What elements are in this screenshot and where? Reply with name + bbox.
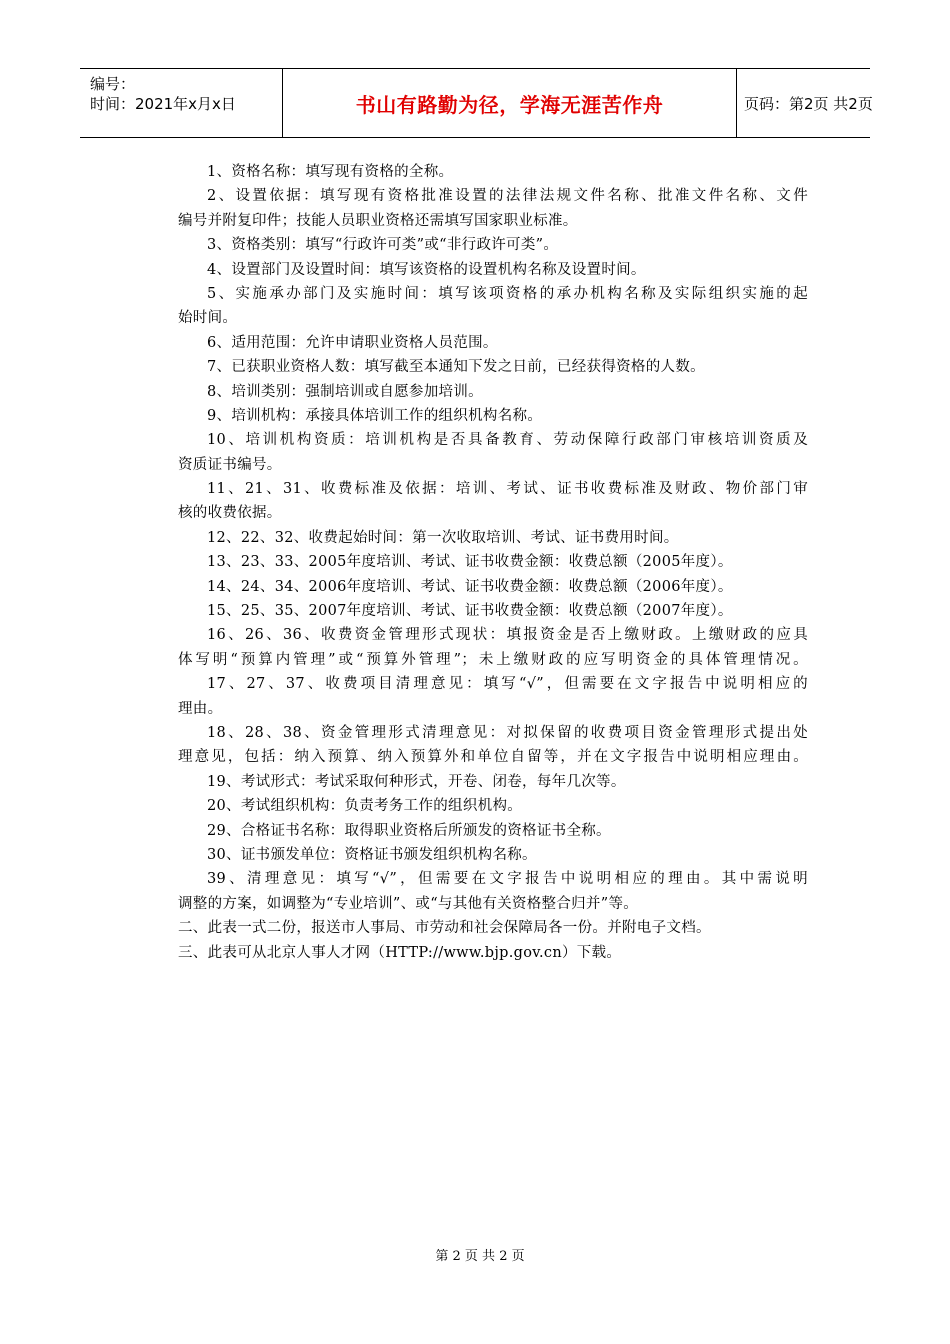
body-line: 17、27、37、收费项目清理意见：填写“√”，但需要在文字报告中说明相应的 xyxy=(207,676,808,693)
body-line: 理意见，包括：纳入预算、纳入预算外和单位自留等，并在文字报告中说明相应理由。 xyxy=(178,749,808,766)
body-line: 39、清理意见：填写“√”，但需要在文字报告中说明相应的理由。其中需说明 xyxy=(207,871,808,888)
body-line: 9、培训机构：承接具体培训工作的组织机构名称。 xyxy=(207,407,543,424)
body-line: 29、合格证书名称：取得职业资格后所颁发的资格证书全称。 xyxy=(207,822,611,839)
body-line: 18、28、38、资金管理形式清理意见：对拟保留的收费项目资金管理形式提出处 xyxy=(207,724,808,741)
date-label: 时间：2021年x月x日 xyxy=(90,95,236,113)
body-line: 核的收费依据。 xyxy=(178,505,282,522)
body-line: 二、此表一式二份，报送市人事局、市劳动和社会保障局各一份。并附电子文档。 xyxy=(178,920,711,937)
body-line: 14、24、34、2006年度培训、考试、证书收费金额：收费总额（2006年度）。 xyxy=(207,578,733,595)
body-line: 编号并附复印件；技能人员职业资格还需填写国家职业标准。 xyxy=(178,212,578,229)
body-line: 19、考试形式：考试采取何种形式，开卷、闭卷，每年几次等。 xyxy=(207,773,626,790)
body-line: 10、培训机构资质：培训机构是否具备教育、劳动保障行政部门审核培训资质及 xyxy=(207,432,808,449)
body-line: 调整的方案，如调整为“专业培训”、或“与其他有关资格整合归并”等。 xyxy=(178,895,639,912)
header-page-cell xyxy=(736,69,873,137)
header-page-number: 页码：第2页 共2页 xyxy=(744,94,873,113)
body-line: 12、22、32、收费起始时间：第一次收取培训、考试、证书费用时间。 xyxy=(207,529,679,546)
body-line: 5、实施承办部门及实施时间：填写该项资格的承办机构名称及实际组织实施的起 xyxy=(207,285,808,302)
body-line: 体写明“预算内管理”或“预算外管理”；未上缴财政的应写明资金的具体管理情况。 xyxy=(178,651,808,668)
body-line: 6、适用范围：允许申请职业资格人员范围。 xyxy=(207,334,498,351)
body-line: 15、25、35、2007年度培训、考试、证书收费金额：收费总额（2007年度）。 xyxy=(207,603,733,620)
body-line: 4、设置部门及设置时间：填写该资格的设置机构名称及设置时间。 xyxy=(207,261,646,278)
body-line: 20、考试组织机构：负责考务工作的组织机构。 xyxy=(207,798,523,815)
header-meta-cell xyxy=(80,69,282,137)
body-line: 资质证书编号。 xyxy=(178,456,282,473)
body-line: 3、资格类别：填写“行政许可类”或“非行政许可类”。 xyxy=(207,237,559,254)
body-line: 8、培训类别：强制培训或自愿参加培训。 xyxy=(207,383,483,400)
body-line: 16、26、36、收费资金管理形式现状：填报资金是否上缴财政。上缴财政的应具 xyxy=(207,627,808,644)
serial-number-label: 编号： xyxy=(90,75,136,93)
page-header xyxy=(80,68,873,138)
body-line: 7、已获职业资格人数：填写截至本通知下发之日前，已经获得资格的人数。 xyxy=(207,359,705,376)
body-line: 三、此表可从北京人事人才网（HTTP://www.bjp.gov.cn）下载。 xyxy=(178,944,622,961)
body-line: 13、23、33、2005年度培训、考试、证书收费金额：收费总额（2005年度）。 xyxy=(207,554,733,571)
page-footer xyxy=(0,1245,950,1264)
body-line: 11、21、31、收费标准及依据：培训、考试、证书收费标准及财政、物价部门审 xyxy=(207,481,808,498)
body-line: 30、证书颁发单位：资格证书颁发组织机构名称。 xyxy=(207,846,537,863)
footer-page-number: 第 2 页 共 2 页 xyxy=(435,1249,525,1264)
body-line: 理由。 xyxy=(178,700,223,717)
body-line: 始时间。 xyxy=(178,310,238,327)
document-body xyxy=(178,160,808,965)
header-motto: 书山有路勤为径，学海无涯苦作舟 xyxy=(355,92,664,117)
header-motto-cell xyxy=(282,69,737,137)
body-line: 2、设置依据：填写现有资格批准设置的法律法规文件名称、批准文件名称、文件 xyxy=(207,188,808,205)
body-line: 1、资格名称：填写现有资格的全称。 xyxy=(207,164,454,180)
